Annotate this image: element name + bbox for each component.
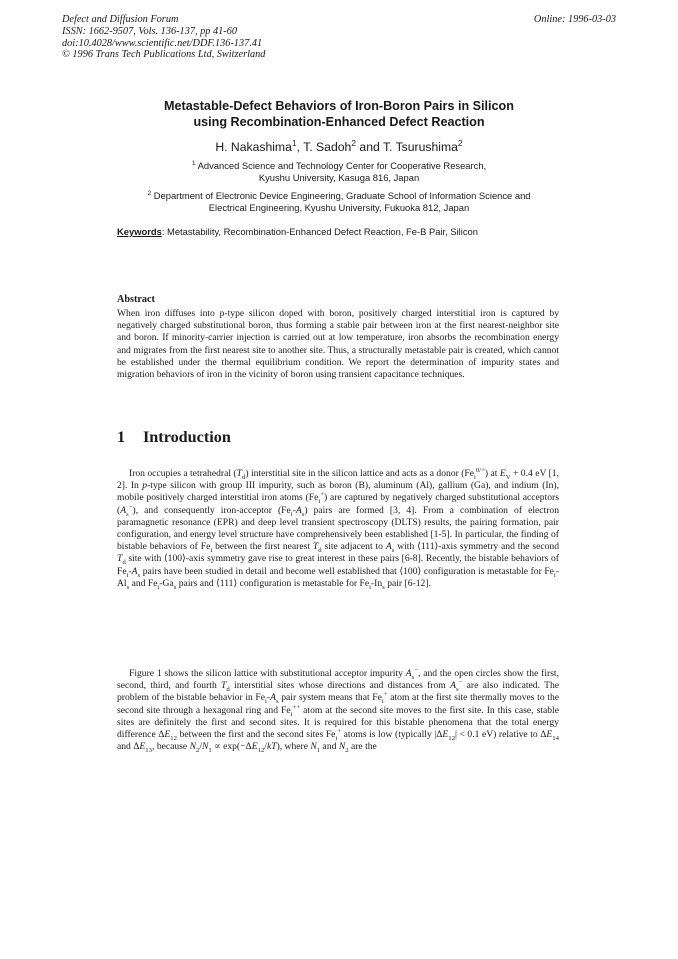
section-heading	[117, 428, 231, 447]
journal-name: Defect and Diffusion Forum	[62, 14, 179, 25]
keywords	[117, 226, 617, 237]
title-line-1: Metastable-Defect Behaviors of Iron-Boron Pairs in Silicon	[164, 99, 514, 113]
author-sep-1: ,	[296, 140, 304, 154]
doi-line: doi:10.4028/www.scientific.net/DDF.136-137.41	[62, 37, 263, 49]
intro-paragraph-1: Iron occupies a tetrahedral $(T_d)$ interstitial site in the silicon lattice and acts as a donor $(Fe_i^{0/+})$ at $E_V + 0.4$ eV [1, 2]. In p-type silicon with group III impurity, such as boron (B), aluminum (Al), gallium (Ga), and indium (In), mobile positively charged interstitial iron atoms $(Fe_i^+)$ are captured by negatively charged substitutional acceptors $(A_s^-)$, and consequently iron-acceptor $(Fe_i-A_s)$ pairs are formed [3, 4]. From a combination of electron paramagnetic resonance (EPR) and deep level transient spectroscopy (DLTS) results, the pairing formation, pair configuration, and energy level structure have comprehensively been established [1-5]. In particular, the finding of bistable behaviors of $Fe_i$ between the first nearest $T_d$ site adjacent to $A_s$ with ⟨111⟩-axis symmetry and the second $T_d$ site with ⟨100⟩-axis symmetry gave rise to great interest in these pairs [6-8]. Recently, the bistable behaviors of $Fe_i-A_s$ pairs have been studied in detail and become well established that ⟨100⟩ configuration is metastable for $Fe_i-Al_s$ and $Fe_i-Ga_s$ pairs and ⟨111⟩ configuration is metastable for $Fe_i-In_s$ pair [6-12].	[117, 466, 560, 591]
keywords-text: Metastability, Recombination-Enhanced Defect Reaction, Fe-B Pair, Silicon	[167, 226, 478, 237]
affiliation-2-mark: 2	[147, 189, 152, 197]
keywords-label: Keywords	[117, 226, 162, 237]
paper-title	[62, 98, 616, 130]
copyright-line: © 1996 Trans Tech Publications Ltd, Switzerland	[62, 49, 266, 61]
affiliation-2-line-2: Electrical Engineering, Kyushu University, Fukuoka 812, Japan	[208, 202, 470, 213]
keywords-colon: :	[161, 226, 165, 237]
authors	[62, 137, 616, 154]
affiliation-2-line-1: Department of Electronic Device Engineering, Graduate School of Information Science and	[153, 190, 531, 201]
author-3-mark: 2	[457, 137, 463, 148]
header-left	[62, 14, 265, 61]
title-line-2: using Recombination-Enhanced Defect Reaction	[193, 115, 485, 129]
affiliation-1-line-1: Advanced Science and Technology Center for Cooperative Research,	[197, 160, 487, 171]
author-1-mark: 1	[291, 137, 297, 148]
affiliation-2	[62, 190, 616, 214]
abstract-body: When iron diffuses into p-type silicon doped with boron, positively charged interstitial iron is captured by negatively charged substitutional boron, thus forming a stable pair between iron at the first nearest-neighbor site and boron. If minority-carrier injection is carried out at low temperature, iron absorbs the recombination energy and migrates from the first nearest site to another site. Thus, a structurally metastable pair is created, which cannot be established under the thermal equilibrium condition. We report the determination of impurity states and migration behaviors of iron in the vicinity of boron using transient capacitance techniques.	[117, 308, 559, 381]
section-title: Introduction	[143, 428, 231, 446]
author-3: T. Tsurushima	[382, 140, 458, 154]
author-1: H. Nakashima	[215, 140, 292, 154]
affiliation-1-mark: 1	[191, 159, 196, 167]
author-sep-2: and	[356, 140, 383, 154]
affiliation-1	[62, 160, 616, 184]
affiliation-1-line-2: Kyushu University, Kasuga 816, Japan	[258, 172, 420, 183]
author-2: T. Sadoh	[303, 140, 352, 154]
abstract-heading: Abstract	[117, 294, 155, 305]
intro-paragraph-2: Figure 1 shows the silicon lattice with substitutional acceptor impurity $A_s^-$, and the open circles show the first, second, third, and fourth $T_d$ interstitial sites whose directions and distances from $A_s^-$ are also indicated. The problem of the bistable behavior in $Fe_i-A_s$ pair system means that $Fe_i^+$ atom at the first site thermally moves to the second site through a hexagonal ring and $Fe_i^{++}$ atom at the second site moves to the first site. In this case, stable sites are definitely the first and second sites. It is required for this bistable phenomena that the total energy difference $\Delta E_{12}$ between the first and the second sites $Fe_i^+$ atoms is low (typically $|\Delta E_{12}| < 0.1$ eV) relative to $\Delta E_{14}$ and $\Delta E_{13}$, because $N_2/N_1 \propto \exp(-\Delta E_{12}/kT)$, where $N_1$ and $N_2$ are the	[117, 666, 560, 755]
author-2-mark: 2	[351, 137, 357, 148]
online-date: Online: 1996-03-03	[533, 14, 616, 25]
issn-line: ISSN: 1662-9507, Vols. 136-137, pp 41-60	[62, 25, 238, 37]
section-number: 1	[117, 428, 126, 446]
